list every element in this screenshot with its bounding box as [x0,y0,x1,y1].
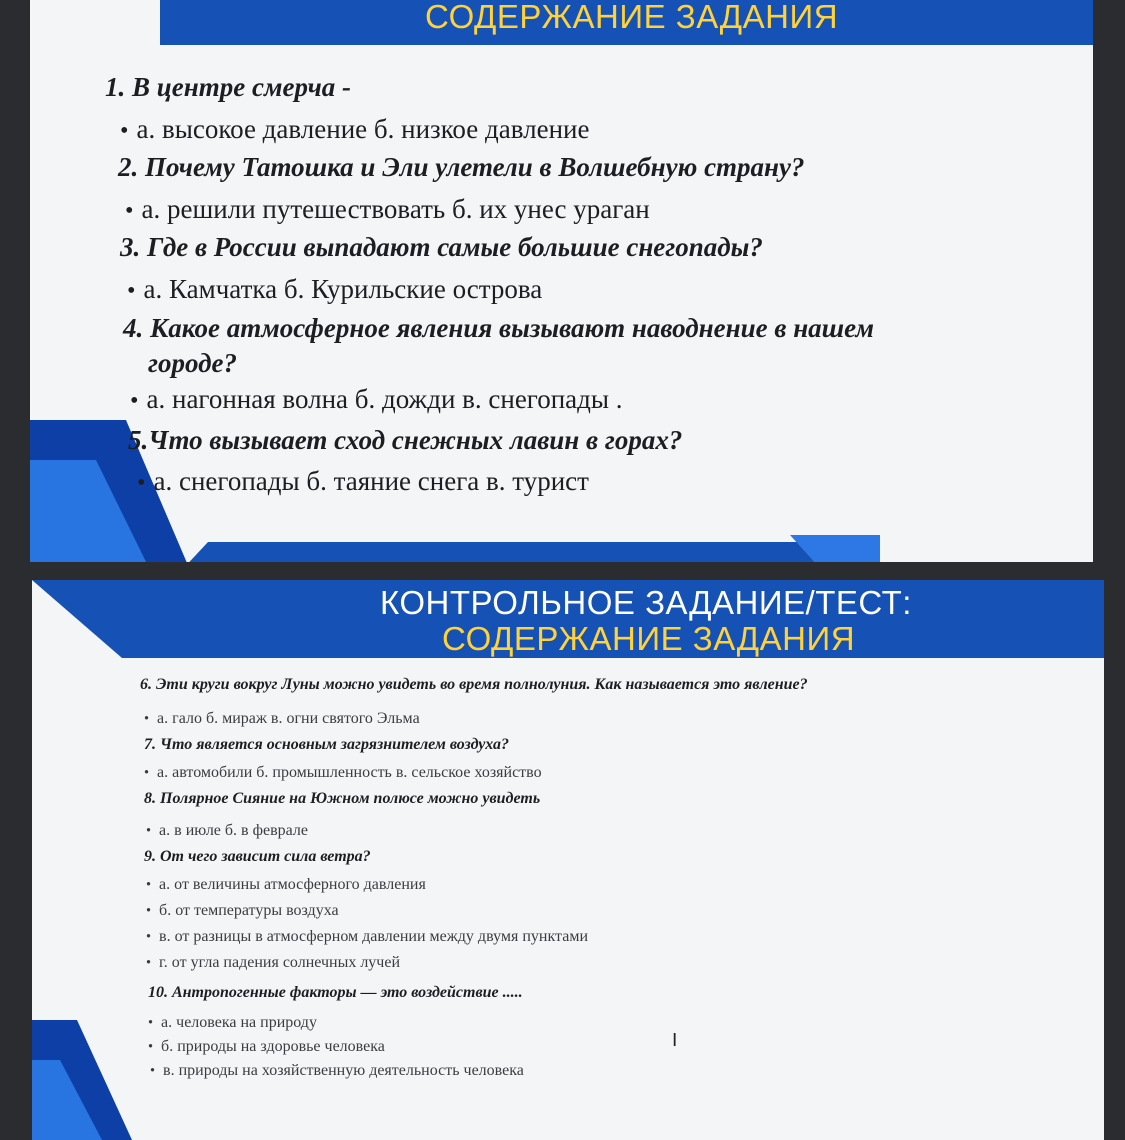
answer-list-item [120,114,589,145]
question-1: 1. В центре смерча - [105,72,352,102]
bullet-icon: • [148,1015,154,1031]
answer-text: б. природы на здоровье человека [161,1038,385,1055]
bullet-icon: • [144,711,150,727]
bullet-icon: • [146,903,152,919]
answer-text: а. человека на природу [161,1014,317,1031]
answer-text: а. снегопады б. таяние снега в. турист [153,466,589,496]
answer-text: а. автомобили б. промышленность в. сельское хозяйство [157,764,542,781]
bullet-icon: • [146,929,152,945]
answer-text: а. Камчатка б. Курильские острова [143,274,543,304]
question-7: 7. Что является основным загрязнителем воздуха? [144,736,509,753]
answer-list-item [144,710,420,728]
bullet-icon: • [127,277,136,304]
answer-text: в. от разницы в атмосферном давлении между двумя пунктами [159,928,589,945]
answer-text: а. высокое давление б. низкое давление [136,114,590,144]
question-6: 6. Эти круги вокруг Луны можно увидеть во время полнолуния. Как называется это явление? [140,676,808,693]
answer-list-item [146,954,400,972]
question-9: 9. От чего зависит сила ветра? [144,848,371,865]
answer-text: в. природы на хозяйственную деятельность человека [163,1062,524,1079]
question-8: 8. Полярное Сияние на Южном полюсе можно увидеть [144,790,541,807]
bullet-icon: • [144,765,150,781]
answer-list-item [144,764,542,782]
answer-text: а. гало б. мираж в. огни святого Эльма [157,710,420,727]
answer-list-item [146,822,308,840]
slide-1 [30,0,1093,562]
bullet-icon: • [130,387,139,414]
bullet-icon: • [120,117,129,144]
bullet-icon: • [150,1063,156,1079]
answer-list-item [146,902,339,920]
decorative-bottom-bar [180,542,880,562]
slide-2-subtitle: СОДЕРЖАНИЕ ЗАДАНИЯ [442,620,856,657]
slide-2 [32,580,1104,1140]
bullet-icon: • [148,1039,154,1055]
question-2: 2. Почему Татошка и Эли улетели в Волшебную страну? [118,152,805,182]
answer-text: а. решили путешествовать б. их унес ураган [141,194,650,224]
answer-text: а. в июле б. в феврале [159,822,308,839]
question-4: 4. Какое атмосферное явления вызывают наводнение в нашем [123,313,874,343]
answer-text: г. от угла падения солнечных лучей [159,954,401,971]
answer-list-item [150,1062,524,1080]
answer-text: а. нагонная волна б. дожди в. снегопады . [146,384,623,414]
slide-1-title: СОДЕРЖАНИЕ ЗАДАНИЯ [425,0,839,35]
bullet-icon: • [125,197,134,224]
answer-list-item [125,194,650,225]
bullet-icon: • [146,877,152,893]
answer-list-item [127,274,542,305]
decorative-shape [32,580,182,658]
bullet-icon: • [146,823,152,839]
answer-list-item [137,466,589,497]
answer-list-item [130,384,623,415]
question-5: 5.Что вызывает сход снежных лавин в горах? [128,425,683,455]
answer-list-item [148,1014,317,1032]
bullet-icon: • [137,469,146,496]
answer-list-item [148,1038,385,1056]
answer-list-item [146,928,588,946]
slide-2-title: КОНТРОЛЬНОЕ ЗАДАНИЕ/ТЕСТ: [380,584,912,621]
question-10: 10. Антропогенные факторы — это воздействие ..... [148,984,523,1001]
answer-text: а. от величины атмосферного давления [159,876,426,893]
question-4-line-2: городе? [148,348,237,378]
text-cursor-icon: I [672,1030,678,1051]
bullet-icon: • [146,955,152,971]
answer-list-item [146,876,426,894]
question-3: 3. Где в России выпадают самые большие снегопады? [120,232,763,262]
answer-text: б. от температуры воздуха [159,902,339,919]
